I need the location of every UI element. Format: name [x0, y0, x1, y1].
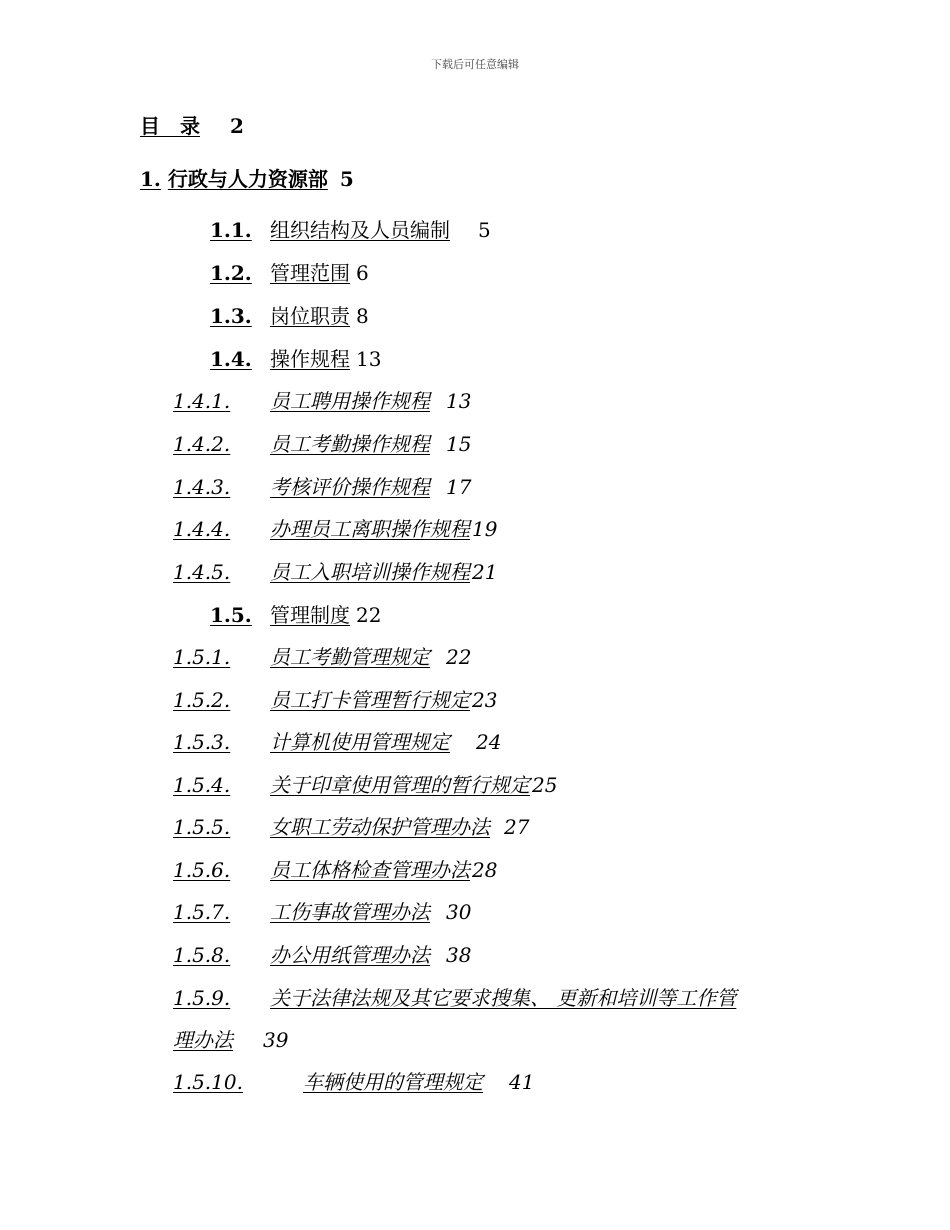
toc-page-number: 30 [446, 900, 472, 924]
toc-entry-1-4-4[interactable] [173, 517, 497, 541]
toc-entry-number: 1.5. [210, 603, 252, 627]
toc-entry-title: 操作规程 [270, 347, 350, 371]
toc-page-number: 22 [446, 645, 472, 669]
toc-entry-title: 关于法律法规及其它要求搜集、 更新和培训等工作管 [270, 986, 737, 1010]
toc-page-number: 38 [446, 943, 472, 967]
toc-entry-1-4[interactable] [210, 347, 381, 371]
toc-entry-number: 1.3. [210, 304, 252, 328]
toc-entry-number: 1.5.6. [173, 858, 231, 882]
toc-entry-1-4-2[interactable] [173, 432, 471, 456]
toc-entry-title: 计算机使用管理规定 [270, 730, 450, 754]
toc-page-number: 21 [472, 560, 498, 584]
toc-entry-1-5-5[interactable] [173, 815, 529, 839]
toc-entry-1-4-3[interactable] [173, 475, 471, 499]
toc-entry-number: 1.5.1. [173, 645, 231, 669]
toc-entry-1-5-4[interactable] [173, 773, 557, 797]
toc-page-number: 13 [446, 389, 472, 413]
toc-entry-number: 1.1. [210, 218, 252, 242]
toc-title [140, 114, 244, 138]
toc-page-number: 27 [504, 815, 530, 839]
toc-entry-title: 员工打卡管理暂行规定 [270, 688, 470, 712]
toc-entry-title: 员工体格检查管理办法 [270, 858, 470, 882]
toc-page-number: 28 [472, 858, 498, 882]
toc-entry-title: 员工聘用操作规程 [270, 389, 430, 413]
toc-entry-title: 考核评价操作规程 [270, 475, 430, 499]
toc-entry-1-5-1[interactable] [173, 645, 471, 669]
toc-entry-1-5-9-continued[interactable] [173, 1028, 288, 1052]
toc-entry-1-5-8[interactable] [173, 943, 471, 967]
toc-entry-number: 1.4. [210, 347, 252, 371]
toc-entry-number: 1.4.2. [173, 432, 231, 456]
toc-entry-number: 1.4.3. [173, 475, 231, 499]
toc-entry-1-2[interactable] [210, 261, 369, 285]
toc-page-number: 5 [339, 167, 354, 191]
toc-page-number: 23 [472, 688, 498, 712]
toc-page-number: 24 [476, 730, 502, 754]
toc-entry-number: 1.5.2. [173, 688, 231, 712]
toc-entry-number: 1.4.4. [173, 517, 231, 541]
toc-entry-1-4-5[interactable] [173, 560, 497, 584]
toc-entry-title: 理办法 [173, 1028, 233, 1052]
toc-entry-number: 1.4.1. [173, 389, 231, 413]
toc-entry-title: 员工考勤管理规定 [270, 645, 430, 669]
toc-entry-number: 1.5.8. [173, 943, 231, 967]
toc-entry-number: 1.5.9. [173, 986, 231, 1010]
toc-entry-1-5-7[interactable] [173, 900, 471, 924]
toc-entry-title: 组织结构及人员编制 [270, 218, 450, 242]
toc-page-number: 41 [509, 1070, 535, 1094]
toc-entry-1[interactable] [140, 167, 354, 191]
toc-entry-1-4-1[interactable] [173, 389, 471, 413]
toc-entry-title: 车辆使用的管理规定 [303, 1070, 483, 1094]
toc-entry-1-5-10[interactable] [173, 1070, 534, 1094]
toc-entry-number: 1.4.5. [173, 560, 231, 584]
toc-entry-1-5-6[interactable] [173, 858, 497, 882]
toc-entry-title: 岗位职责 [270, 304, 350, 328]
toc-page-number: 2 [230, 114, 244, 138]
toc-entry-title: 办公用纸管理办法 [270, 943, 430, 967]
toc-entry-title: 工伤事故管理办法 [270, 900, 430, 924]
toc-page-number: 19 [472, 517, 498, 541]
toc-page-number: 22 [356, 603, 382, 627]
header-watermark: 下载后可任意编辑 [431, 58, 519, 71]
toc-entry-number: 1.5.4. [173, 773, 231, 797]
toc-entry-1-5-2[interactable] [173, 688, 497, 712]
toc-entry-title: 员工考勤操作规程 [270, 432, 430, 456]
toc-entry-number: 1. [140, 167, 161, 191]
toc-page-number: 17 [446, 475, 472, 499]
toc-entry-title: 管理范围 [270, 261, 350, 285]
toc-page-number: 15 [446, 432, 472, 456]
toc-entry-title: 关于印章使用管理的暂行规定 [270, 773, 530, 797]
toc-entry-1-1[interactable] [210, 218, 491, 242]
toc-page-number: 6 [356, 261, 369, 285]
toc-entry-number: 1.5.10. [173, 1070, 243, 1094]
toc-page-number: 13 [356, 347, 382, 371]
toc-entry-title: 行政与人力资源部 [167, 167, 328, 191]
toc-page-number: 25 [532, 773, 558, 797]
toc-title-text: 目 录 [140, 114, 200, 138]
toc-entry-title: 办理员工离职操作规程 [270, 517, 470, 541]
toc-entry-title: 女职工劳动保护管理办法 [270, 815, 490, 839]
toc-entry-number: 1.5.7. [173, 900, 231, 924]
toc-entry-1-5[interactable] [210, 603, 381, 627]
toc-entry-1-5-9[interactable] [173, 986, 736, 1010]
toc-entry-number: 1.2. [210, 261, 252, 285]
toc-entry-number: 1.5.3. [173, 730, 231, 754]
toc-page-number: 5 [478, 218, 491, 242]
toc-entry-title: 管理制度 [270, 603, 350, 627]
toc-entry-number: 1.5.5. [173, 815, 231, 839]
toc-entry-title: 员工入职培训操作规程 [270, 560, 470, 584]
toc-page-number: 39 [263, 1028, 289, 1052]
toc-page-number: 8 [356, 304, 369, 328]
toc-entry-1-5-3[interactable] [173, 730, 501, 754]
toc-entry-1-3[interactable] [210, 304, 369, 328]
